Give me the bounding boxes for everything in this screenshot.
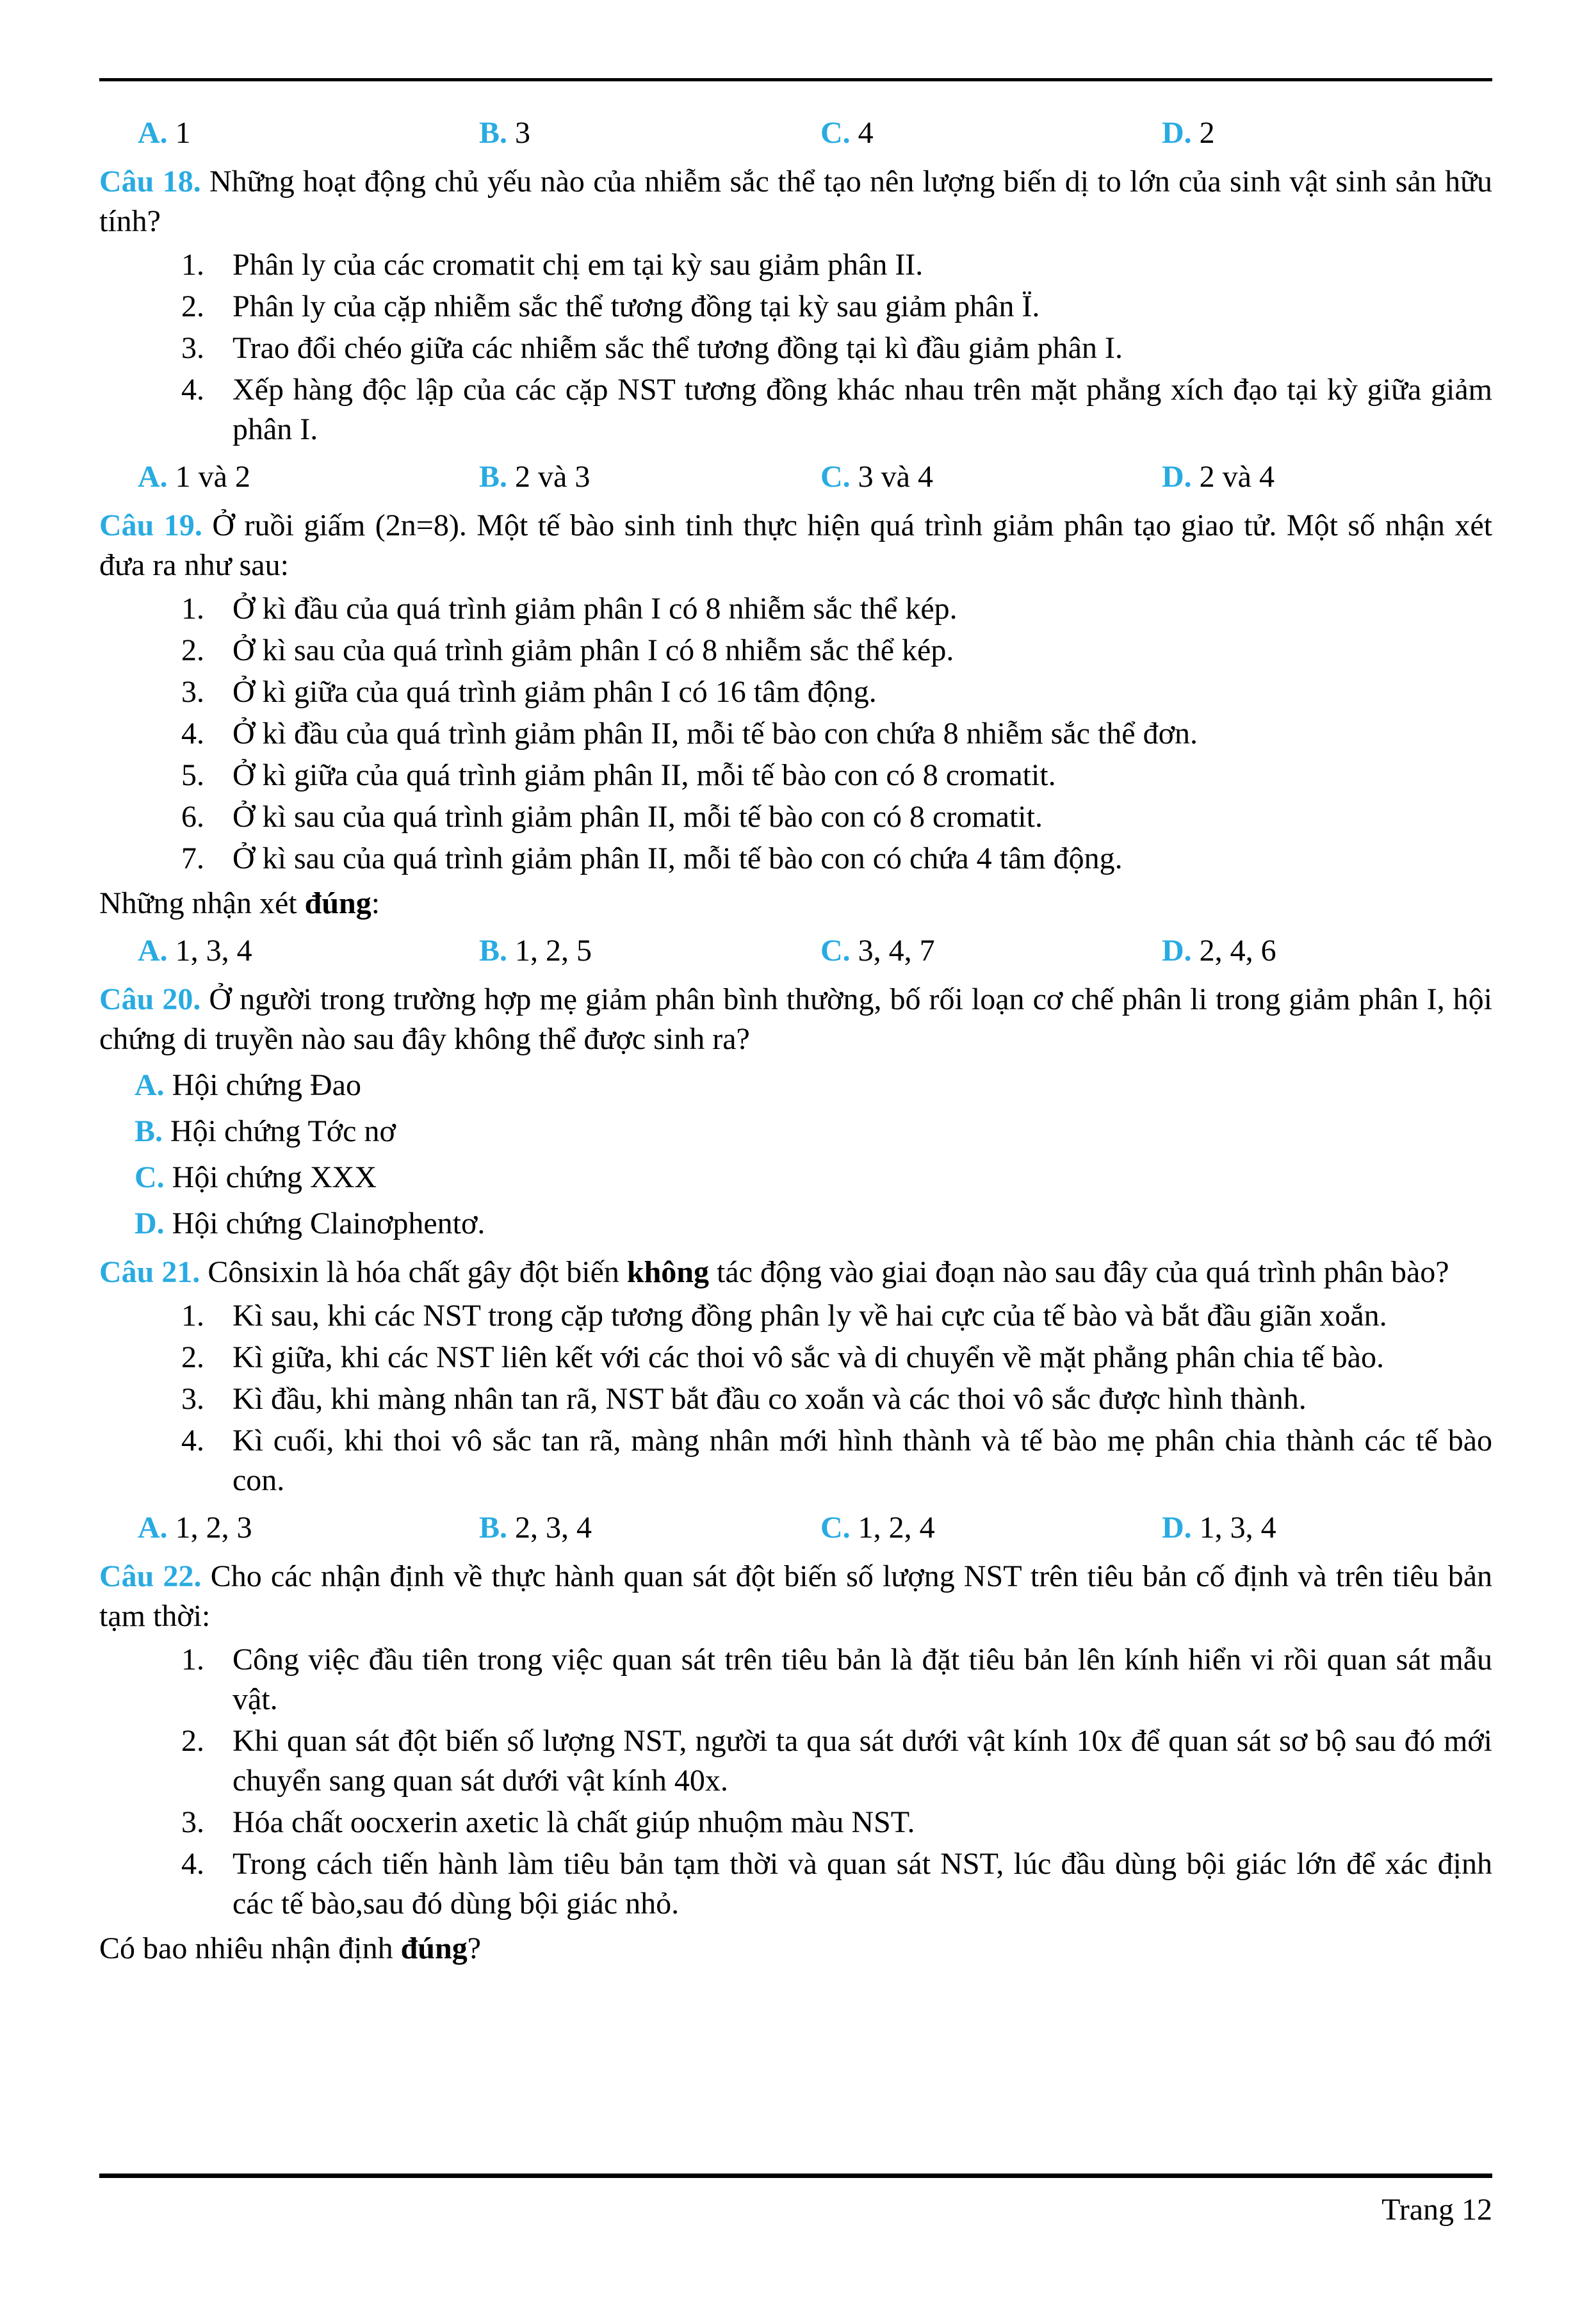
answer-letter: C. — [820, 116, 851, 150]
answer-text: 1, 2, 3 — [175, 1511, 252, 1545]
list-item-text: Hóa chất oocxerin axetic là chất giúp nhuộm màu NST. — [232, 1805, 915, 1839]
list-item — [181, 1640, 1492, 1719]
list-item — [181, 1844, 1492, 1924]
question-text: Những hoạt động chủ yếu nào của nhiễm sắc thể tạo nên lượng biến dị to lớn của sinh vật sinh sản hữu tính? — [99, 165, 1493, 238]
answer-letter: D. — [1162, 116, 1192, 150]
answer-option — [138, 1508, 479, 1548]
list-item-number: 2. — [181, 289, 204, 323]
question-22-intro — [99, 1557, 1492, 1636]
list-item-text: Ở kì đầu của quá trình giảm phân I có 8 nhiễm sắc thể kép. — [232, 592, 957, 626]
answer-letter: B. — [479, 1511, 508, 1545]
answer-option — [820, 931, 1162, 971]
answer-option — [138, 113, 479, 153]
answer-text: 1, 2, 4 — [858, 1511, 935, 1545]
answer-option — [820, 1508, 1162, 1548]
note-text: Những nhận xét — [99, 886, 305, 920]
top-divider — [99, 78, 1492, 81]
answer-letter: A. — [138, 460, 168, 494]
list-item-text: Ở kì sau của quá trình giảm phân II, mỗi tế bào con có chứa 4 tâm động. — [232, 841, 1123, 875]
answer-option — [134, 1158, 1492, 1198]
answer-letter: D. — [1162, 460, 1192, 494]
list-item — [181, 631, 1492, 670]
note-bold-word: đúng — [400, 1931, 468, 1965]
question-text: Cônsixin là hóa chất gây đột biến — [208, 1255, 627, 1289]
list-item-text: Phân ly của các cromatit chị em tại kỳ sau giảm phân II. — [232, 248, 924, 282]
list-item — [181, 1338, 1492, 1377]
list-item-number: 2. — [181, 1340, 204, 1374]
list-item-text: Ở kì giữa của quá trình giảm phân II, mỗi tế bào con có 8 cromatit. — [232, 758, 1056, 792]
question-18-intro — [99, 162, 1492, 241]
list-item — [181, 1379, 1492, 1419]
answer-letter: C. — [134, 1160, 165, 1194]
note-text: Có bao nhiêu nhận định — [99, 1931, 401, 1965]
list-item-number: 1. — [181, 1643, 204, 1677]
list-item-text: Khi quan sát đột biến số lượng NST, người ta qua sát dưới vật kính 10x để quan sát sơ bộ sau đó mới chuyển sang quan sát dưới vật kính 40x. — [232, 1724, 1492, 1798]
answer-option — [1162, 1508, 1276, 1548]
list-item-number: 2. — [181, 633, 204, 667]
answer-text: 1, 2, 5 — [515, 934, 592, 968]
list-item-number: 2. — [181, 1724, 204, 1758]
answer-text: 2, 3, 4 — [515, 1511, 592, 1545]
question-19-intro — [99, 506, 1492, 585]
list-item-text: Công việc đầu tiên trong việc quan sát trên tiêu bản là đặt tiêu bản lên kính hiển vi rồi quan sát mẫu vật. — [232, 1643, 1492, 1716]
question-19-note — [99, 884, 1492, 923]
exam-page — [0, 78, 1589, 2324]
question-20-intro — [99, 980, 1492, 1059]
answer-letter: A. — [134, 1068, 165, 1102]
answer-letter: B. — [479, 460, 508, 494]
list-item-text: Kì sau, khi các NST trong cặp tương đồng phân ly về hai cực của tế bào và bắt đầu giãn xoắn. — [232, 1299, 1387, 1333]
list-item — [181, 756, 1492, 795]
answer-text: 3 — [515, 116, 531, 150]
answer-option — [1162, 457, 1275, 497]
list-item — [181, 589, 1492, 629]
answer-option — [479, 1508, 820, 1548]
answer-letter: B. — [479, 934, 508, 968]
answer-text: 1, 3, 4 — [1199, 1511, 1276, 1545]
answer-row-prev-question — [99, 113, 1492, 153]
answer-letter: C. — [820, 460, 851, 494]
answer-text: Hội chứng Đao — [172, 1068, 361, 1102]
list-item-number: 4. — [181, 373, 204, 407]
list-item-text: Kì giữa, khi các NST liên kết với các thoi vô sắc và di chuyển về mặt phẳng phân chia tế bào. — [232, 1340, 1384, 1374]
list-item-text: Ở kì sau của quá trình giảm phân I có 8 nhiễm sắc thể kép. — [232, 633, 954, 667]
answer-letter: D. — [134, 1207, 165, 1240]
question-number: Câu 20. — [99, 982, 201, 1016]
list-item-text: Kì cuối, khi thoi vô sắc tan rã, màng nhân mới hình thành và tế bào mẹ phân chia thành các tế bào con. — [232, 1424, 1492, 1497]
answer-text: 3 và 4 — [858, 460, 933, 494]
list-item-text: Kì đầu, khi màng nhân tan rã, NST bắt đầu co xoắn và các thoi vô sắc được hình thành. — [232, 1382, 1307, 1416]
question-text: Cho các nhận định về thực hành quan sát đột biến số lượng NST trên tiêu bản cố định và trên tiêu bản tạm thời: — [99, 1559, 1493, 1633]
answer-text: Hội chứng XXX — [172, 1160, 377, 1194]
list-item-text: Ở kì sau của quá trình giảm phân II, mỗi tế bào con có 8 cromatit. — [232, 800, 1043, 834]
list-item — [181, 1721, 1492, 1801]
list-item-number: 3. — [181, 1805, 204, 1839]
answer-option — [134, 1204, 1492, 1244]
question-text: tác động vào giai đoạn nào sau đây của quá trình phân bào? — [709, 1255, 1449, 1289]
question-19-items — [99, 589, 1492, 879]
answer-letter: A. — [138, 1511, 168, 1545]
answer-text: 2 và 3 — [515, 460, 591, 494]
answer-text: Hội chứng Tớc nơ — [170, 1114, 396, 1148]
list-item-number: 1. — [181, 248, 204, 282]
note-text: : — [371, 886, 380, 920]
answer-letter: B. — [134, 1114, 163, 1148]
answer-row-q19 — [99, 931, 1492, 971]
bottom-divider — [99, 2174, 1492, 2178]
answer-text: 2, 4, 6 — [1199, 934, 1276, 968]
list-item-number: 5. — [181, 758, 204, 792]
list-item-number: 3. — [181, 331, 204, 365]
question-22-items — [99, 1640, 1492, 1924]
question-21-intro — [99, 1253, 1492, 1292]
list-item — [181, 672, 1492, 712]
list-item — [181, 1296, 1492, 1336]
list-item — [181, 714, 1492, 754]
question-20-options — [99, 1066, 1492, 1244]
list-item-number: 3. — [181, 675, 204, 709]
footer-page-number: Trang 12 — [1381, 2193, 1492, 2227]
list-item-text: Xếp hàng độc lập của các cặp NST tương đồng khác nhau trên mặt phẳng xích đạo tại kỳ giữa giảm phân I. — [232, 373, 1492, 446]
list-item-text: Ở kì giữa của quá trình giảm phân I có 16 tâm động. — [232, 675, 877, 709]
answer-letter: A. — [138, 116, 168, 150]
question-21-items — [99, 1296, 1492, 1500]
list-item-number: 4. — [181, 1847, 204, 1881]
list-item — [181, 370, 1492, 450]
question-22-final — [99, 1929, 1492, 1969]
answer-text: 3, 4, 7 — [858, 934, 935, 968]
list-item — [181, 797, 1492, 837]
question-18-items — [99, 245, 1492, 450]
answer-text: 2 và 4 — [1199, 460, 1275, 494]
list-item-number: 1. — [181, 1299, 204, 1333]
answer-letter: C. — [820, 1511, 851, 1545]
question-number: Câu 18. — [99, 165, 201, 199]
list-item — [181, 1803, 1492, 1842]
list-item-text: Phân ly của cặp nhiễm sắc thể tương đồng tại kỳ sau giảm phân Ï. — [232, 289, 1040, 323]
list-item — [181, 245, 1492, 285]
answer-option — [479, 113, 820, 153]
question-number: Câu 22. — [99, 1559, 202, 1593]
answer-option — [1162, 931, 1276, 971]
answer-text: 2 — [1199, 116, 1215, 150]
list-item-number: 6. — [181, 800, 204, 834]
answer-letter: D. — [1162, 934, 1192, 968]
question-number: Câu 21. — [99, 1255, 200, 1289]
answer-option — [138, 931, 479, 971]
list-item-text: Trao đổi chéo giữa các nhiễm sắc thể tương đồng tại kì đầu giảm phân I. — [232, 331, 1123, 365]
list-item-number: 4. — [181, 1424, 204, 1458]
answer-letter: D. — [1162, 1511, 1192, 1545]
list-item-number: 4. — [181, 717, 204, 751]
list-item-number: 3. — [181, 1382, 204, 1416]
answer-row-q21 — [99, 1508, 1492, 1548]
note-text: ? — [467, 1931, 482, 1965]
answer-text: Hội chứng Clainơphentơ. — [172, 1207, 485, 1240]
answer-text: 4 — [858, 116, 874, 150]
answer-option — [134, 1112, 1492, 1151]
answer-option — [820, 113, 1162, 153]
answer-option — [1162, 113, 1215, 153]
list-item-text: Trong cách tiến hành làm tiêu bản tạm thời và quan sát NST, lúc đầu dùng bội giác lớn để xác định các tế bào,sau đó dùng bội giác nhỏ. — [232, 1847, 1492, 1921]
list-item — [181, 1421, 1492, 1500]
answer-row-q18 — [99, 457, 1492, 497]
answer-letter: C. — [820, 934, 851, 968]
question-number: Câu 19. — [99, 508, 202, 542]
list-item-number: 7. — [181, 841, 204, 875]
answer-option — [138, 457, 479, 497]
answer-option — [479, 457, 820, 497]
answer-text: 1 — [175, 116, 191, 150]
answer-option — [479, 931, 820, 971]
list-item — [181, 287, 1492, 327]
question-bold-word: không — [626, 1255, 709, 1289]
question-text: Ở ruồi giấm (2n=8). Một tế bào sinh tinh thực hiện quá trình giảm phân tạo giao tử. Một số nhận xét đưa ra như sau: — [99, 508, 1493, 582]
list-item — [181, 839, 1492, 879]
answer-text: 1 và 2 — [175, 460, 250, 494]
note-bold-word: đúng — [304, 886, 371, 920]
answer-option — [820, 457, 1162, 497]
answer-option — [134, 1066, 1492, 1105]
answer-text: 1, 3, 4 — [175, 934, 252, 968]
list-item-text: Ở kì đầu của quá trình giảm phân II, mỗi tế bào con chứa 8 nhiễm sắc thể đơn. — [232, 717, 1198, 751]
list-item — [181, 329, 1492, 368]
answer-letter: A. — [138, 934, 168, 968]
list-item-number: 1. — [181, 592, 204, 626]
question-text: Ở người trong trường hợp mẹ giảm phân bình thường, bố rối loạn cơ chế phân li trong giảm phân I, hội chứng di truyền nào sau đây không thể được sinh ra? — [99, 982, 1493, 1056]
answer-letter: B. — [479, 116, 508, 150]
